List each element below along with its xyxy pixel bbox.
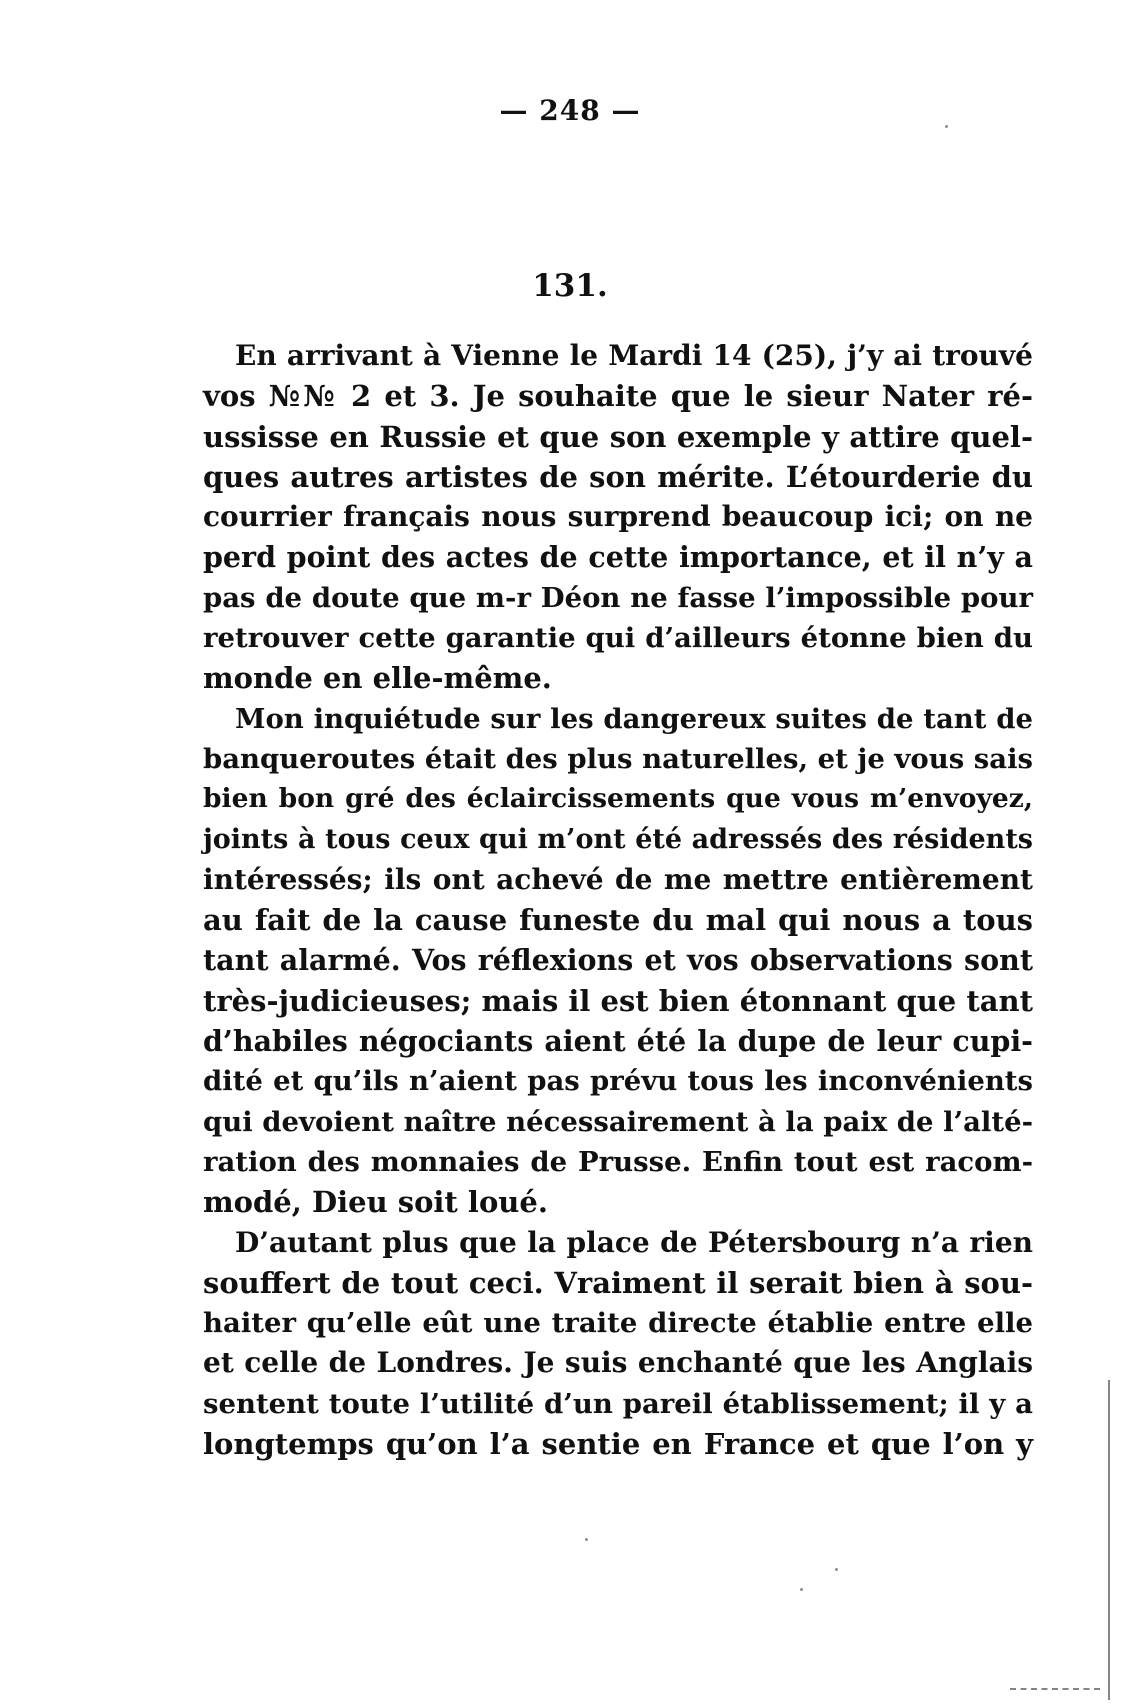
- scan-dash-mark: [1010, 1688, 1100, 1690]
- text-line: monde en elle-même.: [203, 661, 552, 696]
- scan-speck: [945, 125, 948, 128]
- text-line: très-judicieuses; mais il est bien étonnant que tant: [203, 983, 1034, 1018]
- text-line: En arrivant à Vienne le Mardi 14 (25), j’y ai trouvé: [235, 339, 1033, 372]
- text-line: souffert de tout ceci. Vraiment il serait bien à sou-: [203, 1265, 1033, 1300]
- section-number: 131.: [532, 268, 608, 304]
- text-line: retrouver cette garantie qui d’ailleurs étonne bien du: [203, 622, 1033, 655]
- letter-body: [203, 336, 1033, 1464]
- text-line: sentent toute l’utilité d’un pareil établissement; il y a: [203, 1387, 1033, 1420]
- scan-speck: [800, 1588, 803, 1591]
- text-line: d’habiles négociants aient été la dupe de leur cupi-: [203, 1024, 1033, 1059]
- page-number: — 248 —: [499, 94, 641, 127]
- text-line: ussisse en Russie et que son exemple y attire quel-: [203, 419, 1033, 454]
- text-line: ques autres artistes de son mérite. L’étourderie du: [203, 459, 1033, 494]
- text-line: longtemps qu’on l’a sentie en France et que l’on y: [203, 1427, 1033, 1462]
- text-line: pas de doute que m-r Déon ne fasse l’impossible pour: [203, 581, 1033, 614]
- text-line: banqueroutes était des plus naturelles, et je vous sais: [203, 742, 1033, 775]
- text-line: perd point des actes de cette importance, et il n’y a: [203, 540, 1033, 575]
- text-line: et celle de Londres. Je suis enchanté que les Anglais: [203, 1346, 1033, 1380]
- text-line: au fait de la cause funeste du mal qui nous a tous: [203, 903, 1033, 938]
- text-line: intéressés; ils ont achevé de me mettre entièrement: [203, 862, 1033, 896]
- text-line: bien bon gré des éclaircissements que vous m’envoyez,: [203, 783, 1033, 815]
- page-edge-rule: [1108, 1380, 1110, 1700]
- text-line: Mon inquiétude sur les dangereux suites de tant de: [235, 702, 1033, 735]
- text-line: haiter qu’elle eût une traite directe établie entre elle: [203, 1307, 1033, 1340]
- scan-speck: [585, 1538, 588, 1541]
- text-line: courrier français nous surprend beaucoup ici; on ne: [203, 500, 1033, 534]
- text-line: tant alarmé. Vos réflexions et vos observations sont: [203, 943, 1033, 978]
- text-line: joints à tous ceux qui m’ont été adressés des résidents: [203, 823, 1033, 855]
- text-line: dité et qu’ils n’aient pas prévu tous les inconvénients: [203, 1065, 1033, 1098]
- text-line: D’autant plus que la place de Pétersbourg n’a rien: [235, 1225, 1033, 1259]
- text-line: vos №№ 2 et 3. Je souhaite que le sieur Nater ré-: [203, 379, 1033, 414]
- text-line: ration des monnaies de Prusse. Enfin tout est racom-: [203, 1145, 1033, 1178]
- scan-speck: [835, 1568, 838, 1571]
- text-line: qui devoient naître nécessairement à la paix de l’alté-: [203, 1105, 1033, 1138]
- text-line: modé, Dieu soit loué.: [203, 1185, 548, 1220]
